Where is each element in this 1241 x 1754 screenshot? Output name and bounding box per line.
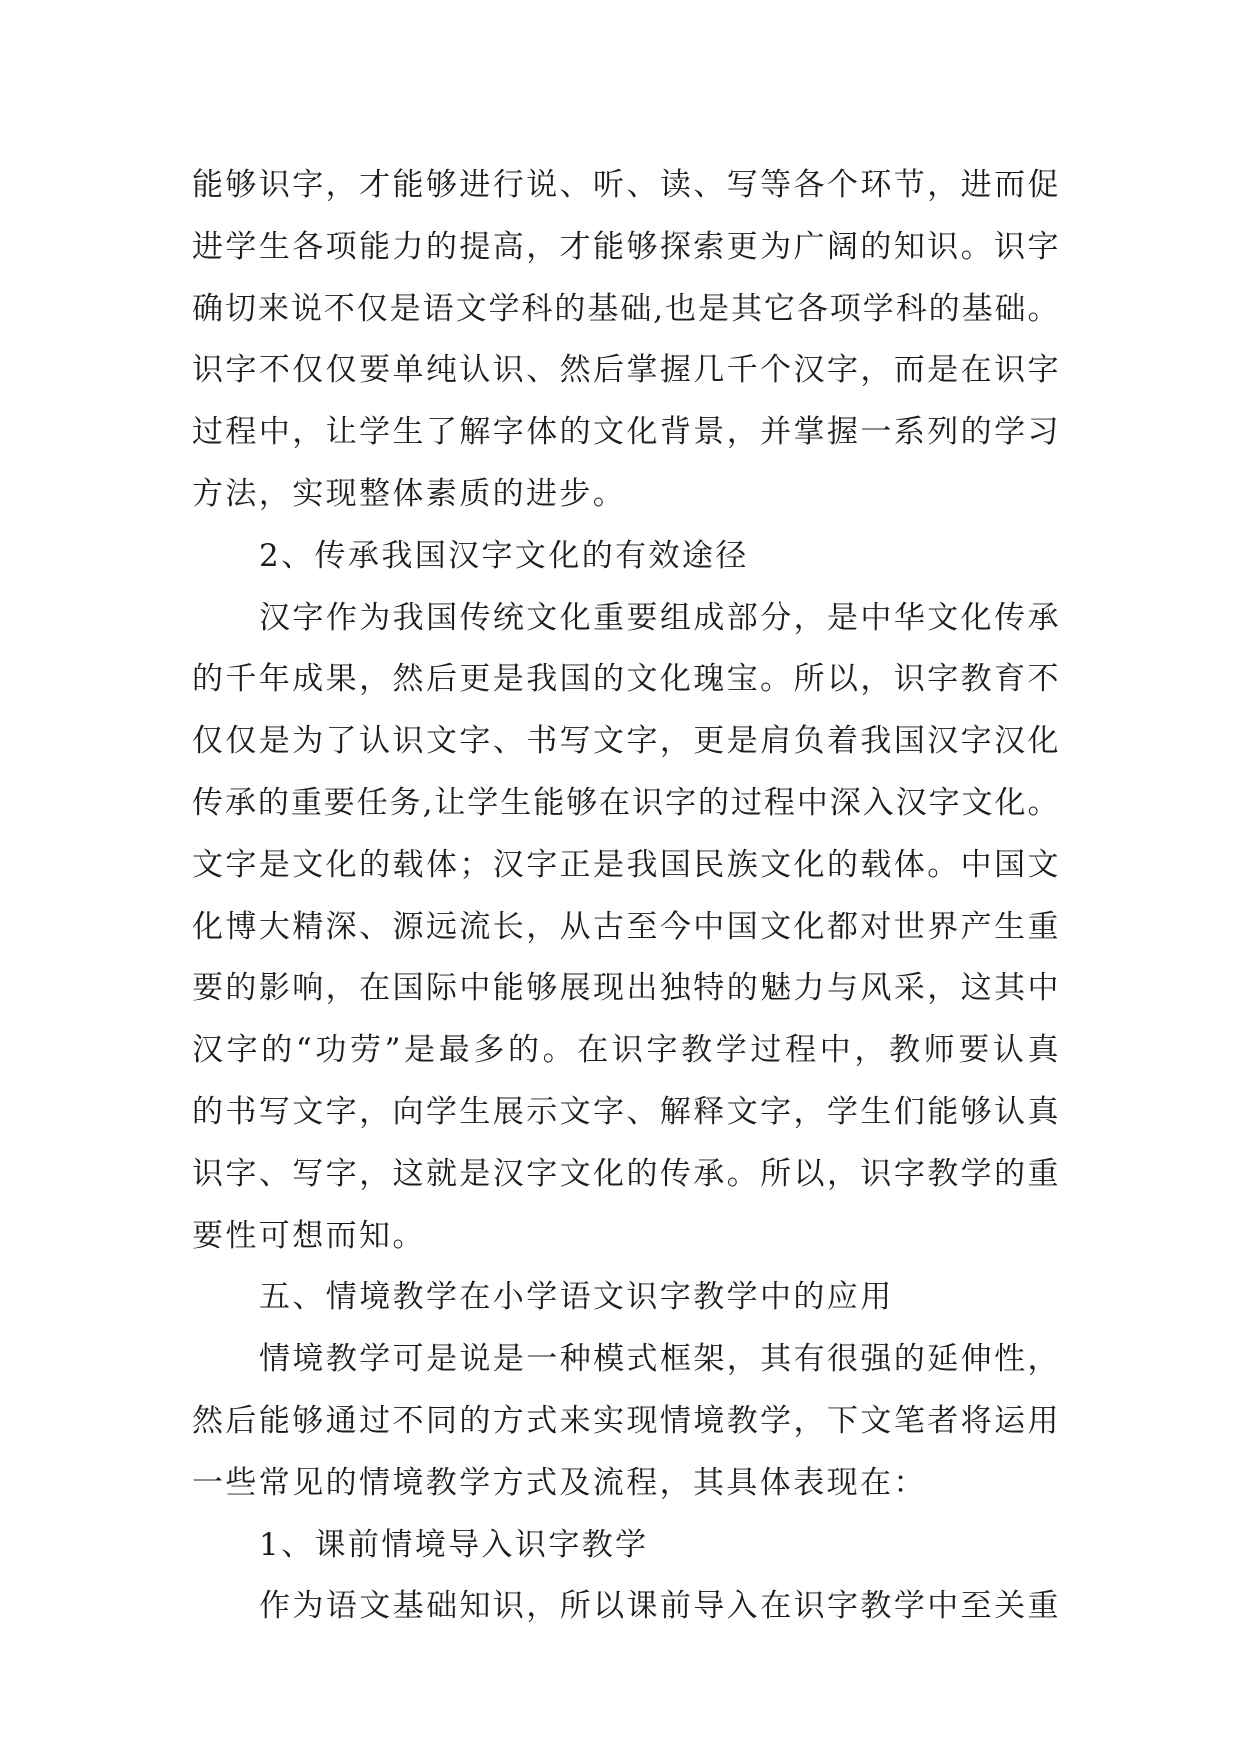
text-line: 一些常见的情境教学方式及流程，其具体表现在： xyxy=(192,1464,927,1501)
text-line: 汉字的“功劳”是最多的。在识字教学过程中，教师要认真 xyxy=(192,1032,1060,1069)
text-line: 然后能够通过不同的方式来实现情境教学，下文笔者将运用 xyxy=(192,1402,1060,1439)
text-line: 的书写文字，向学生展示文字、解释文字，学生们能够认真 xyxy=(192,1093,1060,1130)
text-line: 作为语文基础知识，所以课前导入在识字教学中至关重 xyxy=(259,1588,1060,1625)
paragraph xyxy=(192,588,1060,1268)
paragraph xyxy=(192,1329,1060,1514)
text-line: 的千年成果，然后更是我国的文化瑰宝。所以，识字教育不 xyxy=(192,661,1060,698)
text-line: 方法，实现整体素质的进步。 xyxy=(192,475,627,512)
text-line: 确切来说不仅是语文学科的基础,也是其它各项学科的基础。 xyxy=(192,290,1060,327)
heading-line: 2、传承我国汉字文化的有效途径 xyxy=(259,537,749,574)
section-heading xyxy=(192,1267,1060,1329)
text-line: 识字不仅仅要单纯认识、然后掌握几千个汉字，而是在识字 xyxy=(192,352,1060,389)
text-line: 传承的重要任务,让学生能够在识字的过程中深入汉字文化。 xyxy=(192,784,1060,821)
text-line: 仅仅是为了认识文字、书写文字，更是肩负着我国汉字汉化 xyxy=(192,723,1060,760)
text-line: 化博大精深、源远流长，从古至今中国文化都对世界产生重 xyxy=(192,908,1060,945)
text-line: 能够识字，才能够进行说、听、读、写等各个环节，进而促 xyxy=(192,167,1060,203)
document-body xyxy=(192,155,1060,1638)
text-line: 要性可想而知。 xyxy=(192,1217,426,1254)
text-line: 文字是文化的载体；汉字正是我国民族文化的载体。中国文 xyxy=(192,846,1060,883)
text-line: 要的影响，在国际中能够展现出独特的魅力与风采，这其中 xyxy=(192,970,1060,1007)
text-line: 情境教学可是说是一种模式框架，其有很强的延伸性， xyxy=(259,1341,1060,1378)
text-line: 过程中，让学生了解字体的文化背景，并掌握一系列的学习 xyxy=(192,414,1060,451)
heading-line: 1、课前情境导入识字教学 xyxy=(259,1526,649,1563)
text-line: 汉字作为我国传统文化重要组成部分，是中华文化传承 xyxy=(259,599,1060,636)
text-line: 识字、写字，这就是汉字文化的传承。所以，识字教学的重 xyxy=(192,1155,1060,1192)
text-line: 进学生各项能力的提高，才能够探索更为广阔的知识。识字 xyxy=(192,228,1060,265)
paragraph xyxy=(192,1576,1060,1638)
section-heading xyxy=(192,526,1060,588)
paragraph xyxy=(192,155,1060,526)
heading-line: 五、情境教学在小学语文识字教学中的应用 xyxy=(259,1279,894,1316)
section-heading xyxy=(192,1515,1060,1577)
